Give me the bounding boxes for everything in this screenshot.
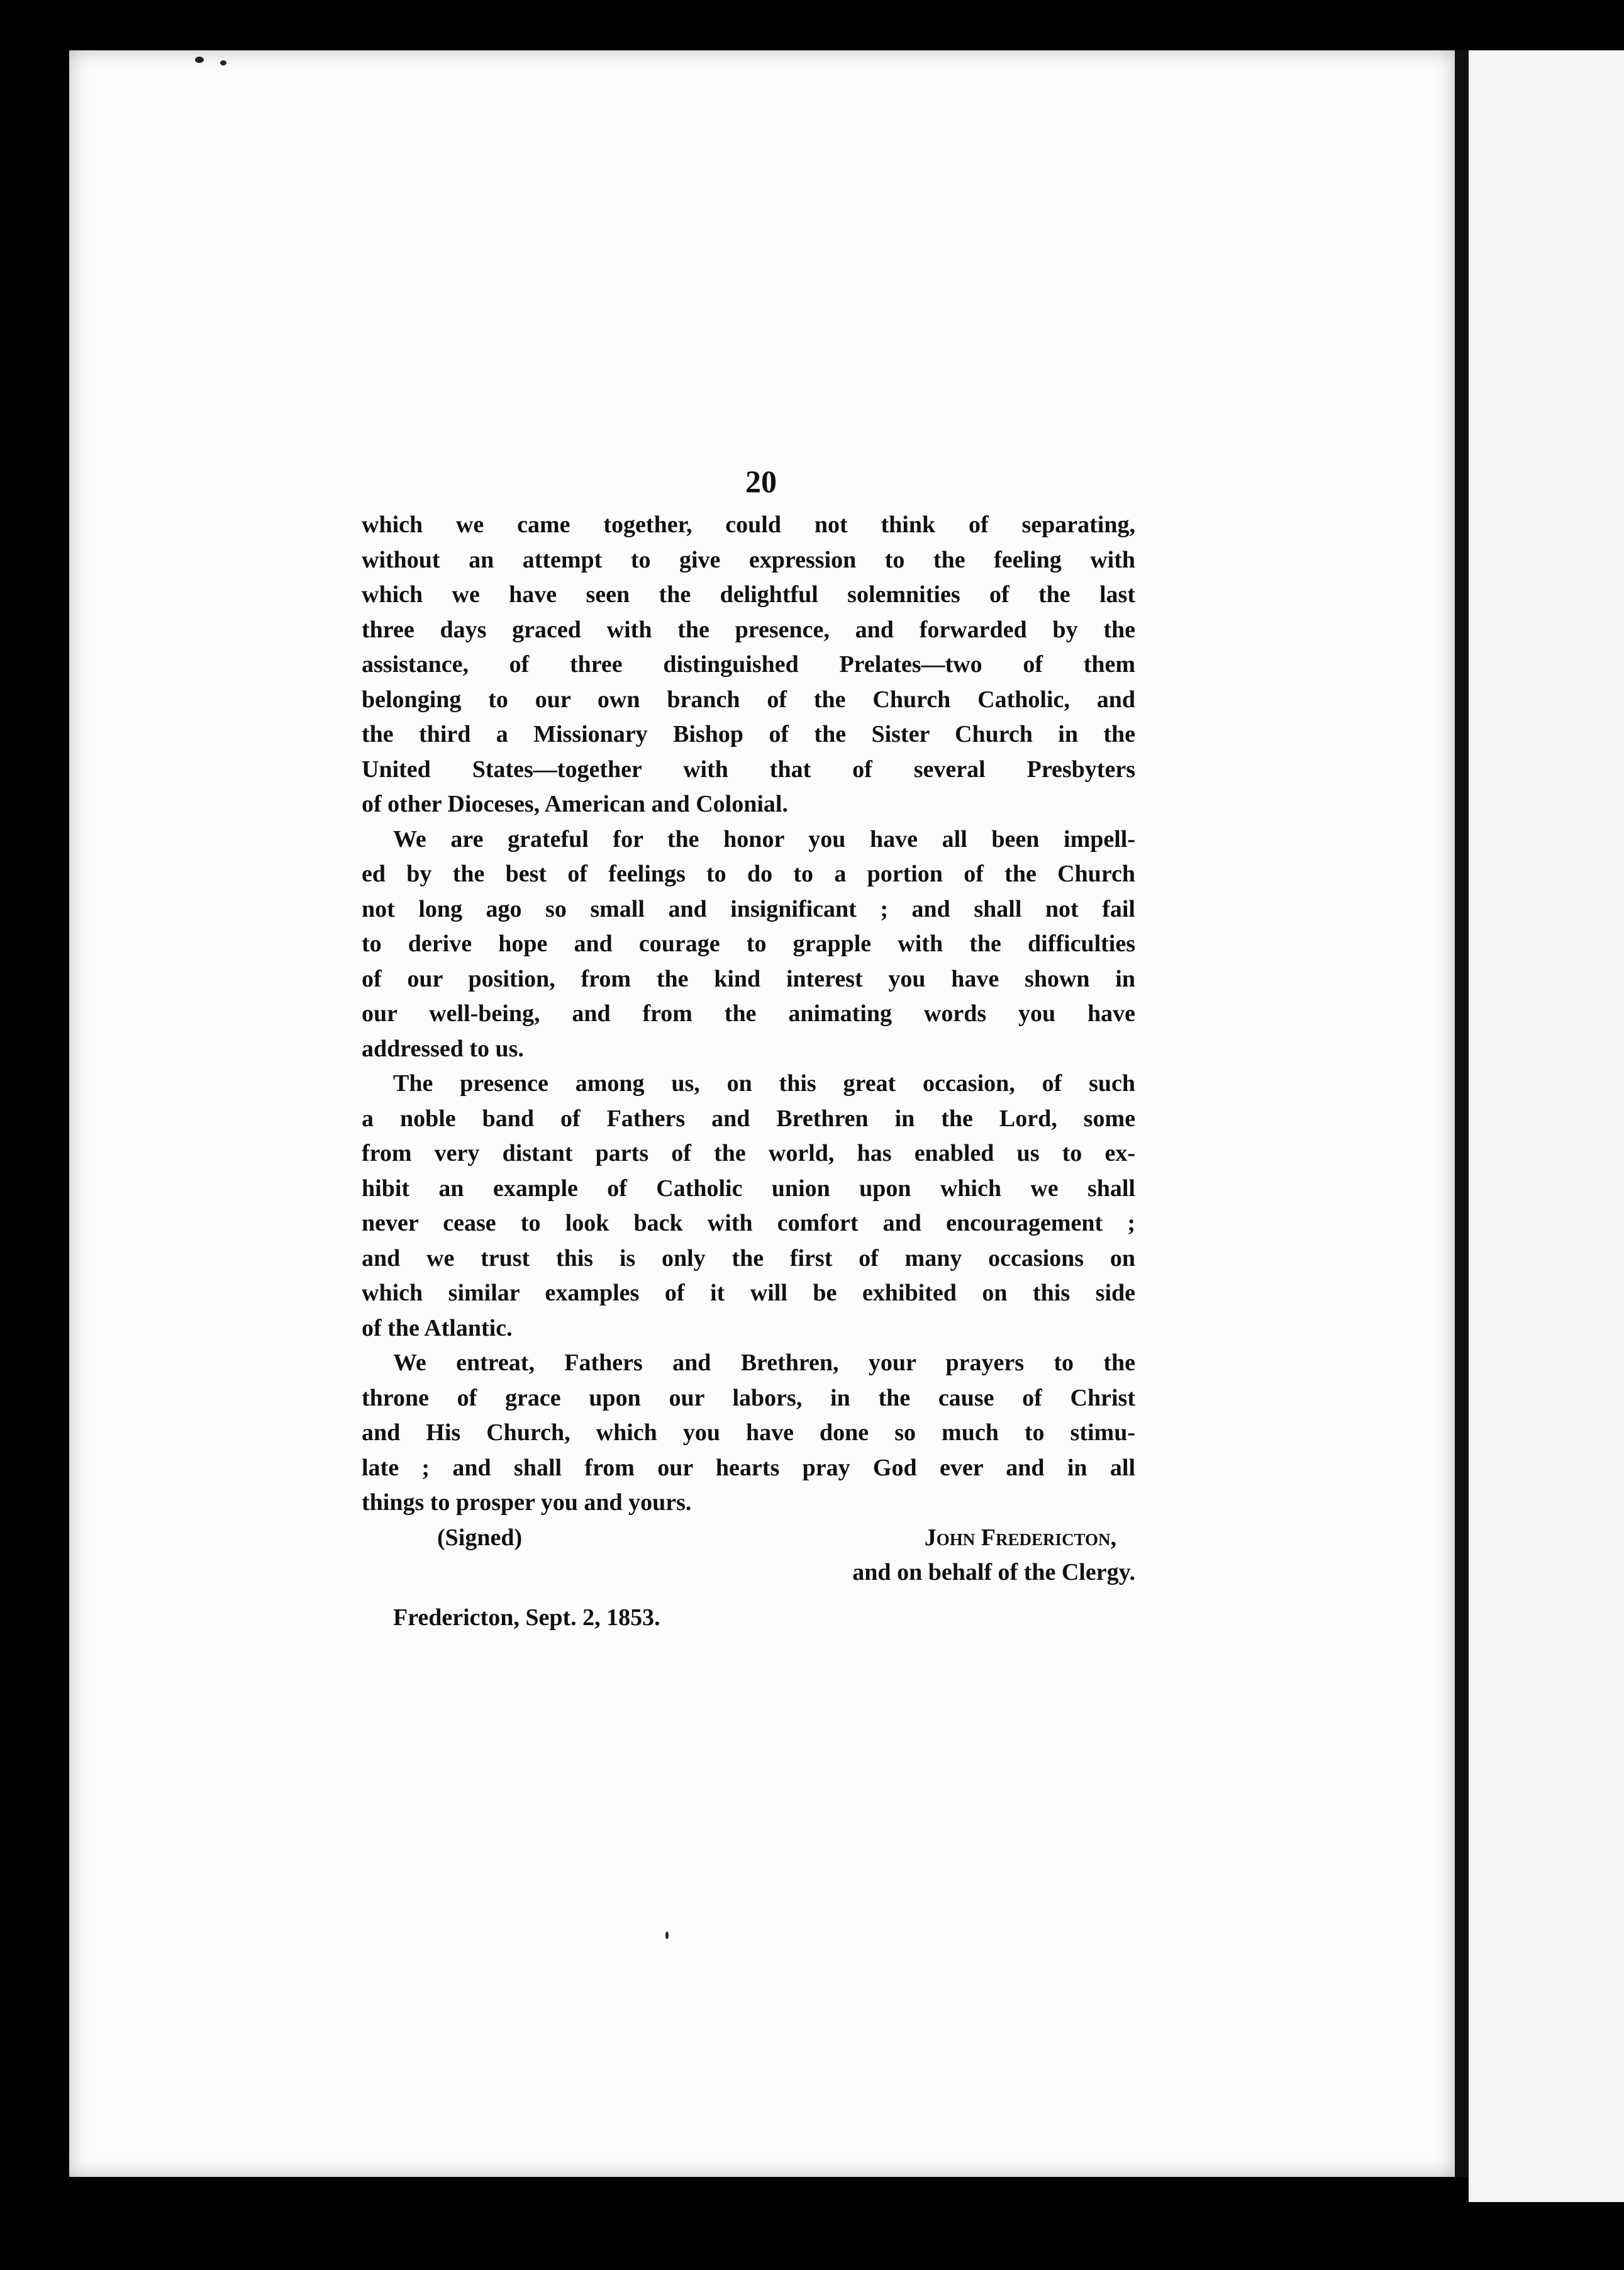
text-line: ed by the best of feelings to do to a portion of the Church bbox=[362, 861, 1135, 887]
text-line: our well-being, and from the animating words you have bbox=[362, 1000, 1135, 1027]
text-line: never cease to look back with comfort and encouragement ; bbox=[362, 1210, 1135, 1236]
scan-speck bbox=[665, 1932, 669, 1939]
text-line: and we trust this is only the first of many occasions on bbox=[362, 1244, 1135, 1272]
text-line: throne of grace upon our labors, in the cause of Christ bbox=[362, 1384, 1135, 1411]
text-line: hibit an example of Catholic union upon which we shall bbox=[362, 1175, 1135, 1202]
adjacent-page-edge bbox=[1469, 50, 1624, 2202]
text-line: assistance, of three distinguished Prelates—two of them bbox=[362, 651, 1135, 678]
page-text bbox=[362, 462, 1135, 1635]
signature-behalf: and on behalf of the Clergy. bbox=[852, 1559, 1135, 1585]
signatory-name: John Fredericton, bbox=[924, 1524, 1116, 1551]
text-line: We entreat, Fathers and Brethren, your prayers to the bbox=[393, 1350, 1135, 1376]
text-line: a noble band of Fathers and Brethren in the Lord, some bbox=[362, 1105, 1135, 1132]
text-line: addressed to us. bbox=[362, 1035, 524, 1062]
signature-row bbox=[362, 1521, 1135, 1556]
text-line: the third a Missionary Bishop of the Sister Church in the bbox=[362, 721, 1135, 747]
text-line: and His Church, which you have done so much to stimu- bbox=[362, 1419, 1135, 1446]
text-line: to derive hope and courage to grapple with the difficulties bbox=[362, 931, 1135, 957]
signed-label: (Signed) bbox=[437, 1524, 523, 1551]
page-number: 20 bbox=[745, 464, 777, 499]
paragraph bbox=[362, 508, 1135, 822]
text-line: which similar examples of it will be exhibited on this side bbox=[362, 1280, 1135, 1306]
date-line: Fredericton, Sept. 2, 1853. bbox=[393, 1604, 660, 1631]
text-line: not long ago so small and insignificant ; and shall not fail bbox=[362, 895, 1135, 922]
scan-speck bbox=[195, 57, 204, 63]
text-line: which we have seen the delightful solemnities of the last bbox=[362, 581, 1135, 608]
text-line: We are grateful for the honor you have all been impell- bbox=[393, 825, 1135, 853]
page-gutter bbox=[1455, 50, 1469, 2177]
text-line: of other Dioceses, American and Colonial. bbox=[362, 791, 788, 817]
text-line: things to prosper you and yours. bbox=[362, 1489, 692, 1516]
text-line: late ; and shall from our hearts pray God ever and in all bbox=[362, 1454, 1135, 1481]
text-line: belonging to our own branch of the Church Catholic, and bbox=[362, 686, 1135, 713]
paragraph bbox=[362, 1066, 1135, 1346]
paragraph bbox=[362, 1346, 1135, 1521]
paragraph bbox=[362, 822, 1135, 1067]
text-line: three days graced with the presence, and forwarded by the bbox=[362, 616, 1135, 643]
scan-speck bbox=[220, 60, 226, 65]
text-line: which we came together, could not think of separating, bbox=[362, 512, 1135, 538]
text-line: of the Atlantic. bbox=[362, 1314, 513, 1341]
text-line: The presence among us, on this great occasion, of such bbox=[393, 1070, 1135, 1097]
text-line: United States—together with that of several Presbyters bbox=[362, 756, 1135, 783]
text-line: from very distant parts of the world, has enabled us to ex- bbox=[362, 1140, 1135, 1166]
text-line: without an attempt to give expression to the feeling with bbox=[362, 546, 1135, 573]
text-line: of our position, from the kind interest you have shown in bbox=[362, 965, 1135, 992]
